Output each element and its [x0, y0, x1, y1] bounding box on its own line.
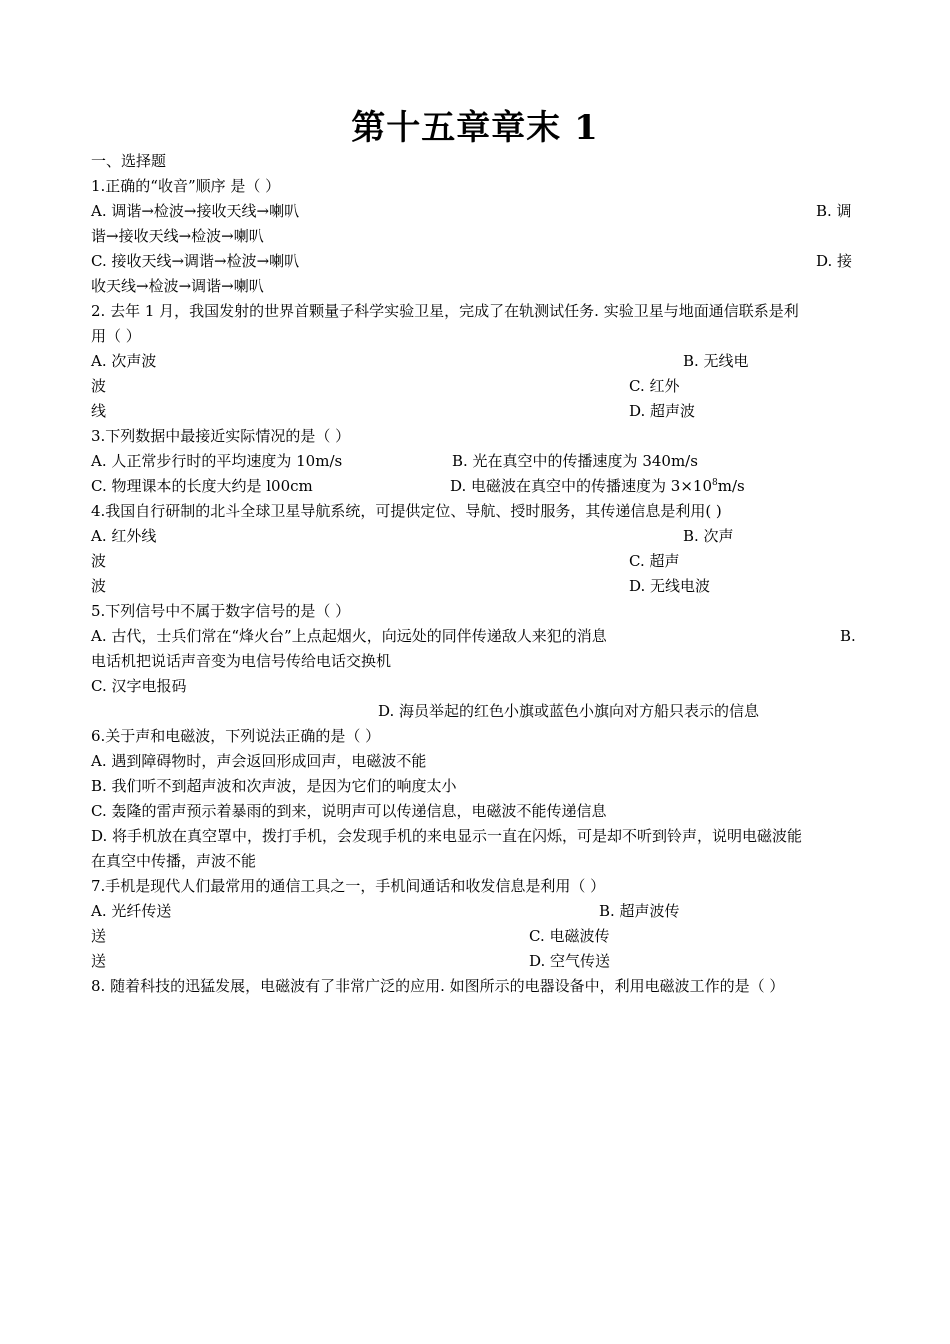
question-2-stem: 2. 去年 1 月，我国发射的世界首颗量子科学实验卫星，完成了在轨测试任务. 实验卫星与地面通信联系是利: [91, 302, 799, 320]
question-1-option-b: B. 调: [816, 202, 852, 220]
question-3-option-c: C. 物理课本的长度大约是 l00cm: [91, 477, 313, 495]
question-3-option-b: B. 光在真空中的传播速度为 340m/s: [452, 452, 698, 470]
question-1-option-a: A. 调谐→检波→接收天线→喇叭: [91, 202, 300, 220]
question-3-option-d-text: D. 电磁波在真空中的传播速度为 3×10: [450, 477, 712, 495]
question-6-option-a: A. 遇到障碍物时，声会返回形成回声，电磁波不能: [91, 752, 427, 770]
question-7-option-c-wrap: 送: [91, 952, 107, 970]
question-7-option-b: B. 超声波传: [599, 902, 680, 920]
question-5-option-d: D. 海员举起的红色小旗或蓝色小旗向对方船只表示的信息: [378, 702, 760, 720]
question-1-option-d-wrap: 收天线→检波→调谐→喇叭: [91, 277, 264, 295]
question-5-stem: 5.下列信号中不属于数字信号的是（ ）: [91, 602, 351, 620]
question-2-option-c: C. 红外: [629, 377, 680, 395]
question-2-stem-wrap: 用（ ）: [91, 327, 141, 345]
page-title: 第十五章章末 1: [351, 108, 599, 148]
question-2-option-b: B. 无线电: [683, 352, 749, 370]
question-2-option-b-wrap: 波: [91, 377, 107, 395]
question-4-option-c-wrap: 波: [91, 577, 107, 595]
question-2-option-c-wrap: 线: [91, 402, 107, 420]
section-heading: 一、选择题: [91, 152, 167, 170]
question-4-option-b-wrap: 波: [91, 552, 107, 570]
question-5-option-c: C. 汉字电报码: [91, 677, 187, 695]
question-3-option-d-unit: m/s: [717, 477, 745, 495]
question-6-option-b: B. 我们听不到超声波和次声波，是因为它们的响度太小: [91, 777, 457, 795]
question-4-option-b: B. 次声: [683, 527, 734, 545]
question-1-stem: 1.正确的“收音”顺序 是（ ）: [91, 177, 281, 195]
question-1-option-d: D. 接: [816, 252, 853, 270]
question-4-option-d: D. 无线电波: [629, 577, 711, 595]
question-7-option-b-wrap: 送: [91, 927, 107, 945]
question-6-option-d: D. 将手机放在真空罩中，拨打手机，会发现手机的来电显示一直在闪烁，可是却不听到铃声，说明电磁波能: [91, 827, 803, 845]
question-2-option-a: A. 次声波: [91, 352, 157, 370]
question-5-option-b-wrap: 电话机把说话声音变为电信号传给电话交换机: [91, 652, 392, 670]
question-7-option-d: D. 空气传送: [529, 952, 611, 970]
question-8-stem: 8. 随着科技的迅猛发展，电磁波有了非常广泛的应用. 如图所示的电器设备中，利用电磁波工作的是（ ）: [91, 977, 785, 995]
question-6-option-c: C. 轰隆的雷声预示着暴雨的到来，说明声可以传递信息，电磁波不能传递信息: [91, 802, 607, 820]
question-5-option-a: A. 古代，士兵们常在“烽火台”上点起烟火，向远处的同伴传递敌人来犯的消息: [91, 627, 607, 645]
question-3-option-d-exponent: 8: [712, 478, 718, 488]
question-4-stem: 4.我国自行研制的北斗全球卫星导航系统，可提供定位、导航、授时服务，其传递信息是利用( ): [91, 502, 722, 520]
question-2-option-d: D. 超声波: [629, 402, 696, 420]
question-1-option-c: C. 接收天线→调谐→检波→喇叭: [91, 252, 300, 270]
question-4-option-a: A. 红外线: [91, 527, 157, 545]
question-3-stem: 3.下列数据中最接近实际情况的是（ ）: [91, 427, 351, 445]
question-7-stem: 7.手机是现代人们最常用的通信工具之一，手机间通话和收发信息是利用（ ）: [91, 877, 606, 895]
question-5-option-b: B.: [840, 627, 856, 645]
question-6-stem: 6.关于声和电磁波，下列说法正确的是（ ）: [91, 727, 381, 745]
question-3-option-a: A. 人正常步行时的平均速度为 10m/s: [91, 452, 343, 470]
question-7-option-c: C. 电磁波传: [529, 927, 610, 945]
question-1-option-b-wrap: 谐→接收天线→检波→喇叭: [91, 227, 264, 245]
question-7-option-a: A. 光纤传送: [91, 902, 172, 920]
question-3-option-d: [450, 476, 745, 496]
question-4-option-c: C. 超声: [629, 552, 680, 570]
question-6-option-d-wrap: 在真空中传播，声波不能: [91, 852, 257, 870]
